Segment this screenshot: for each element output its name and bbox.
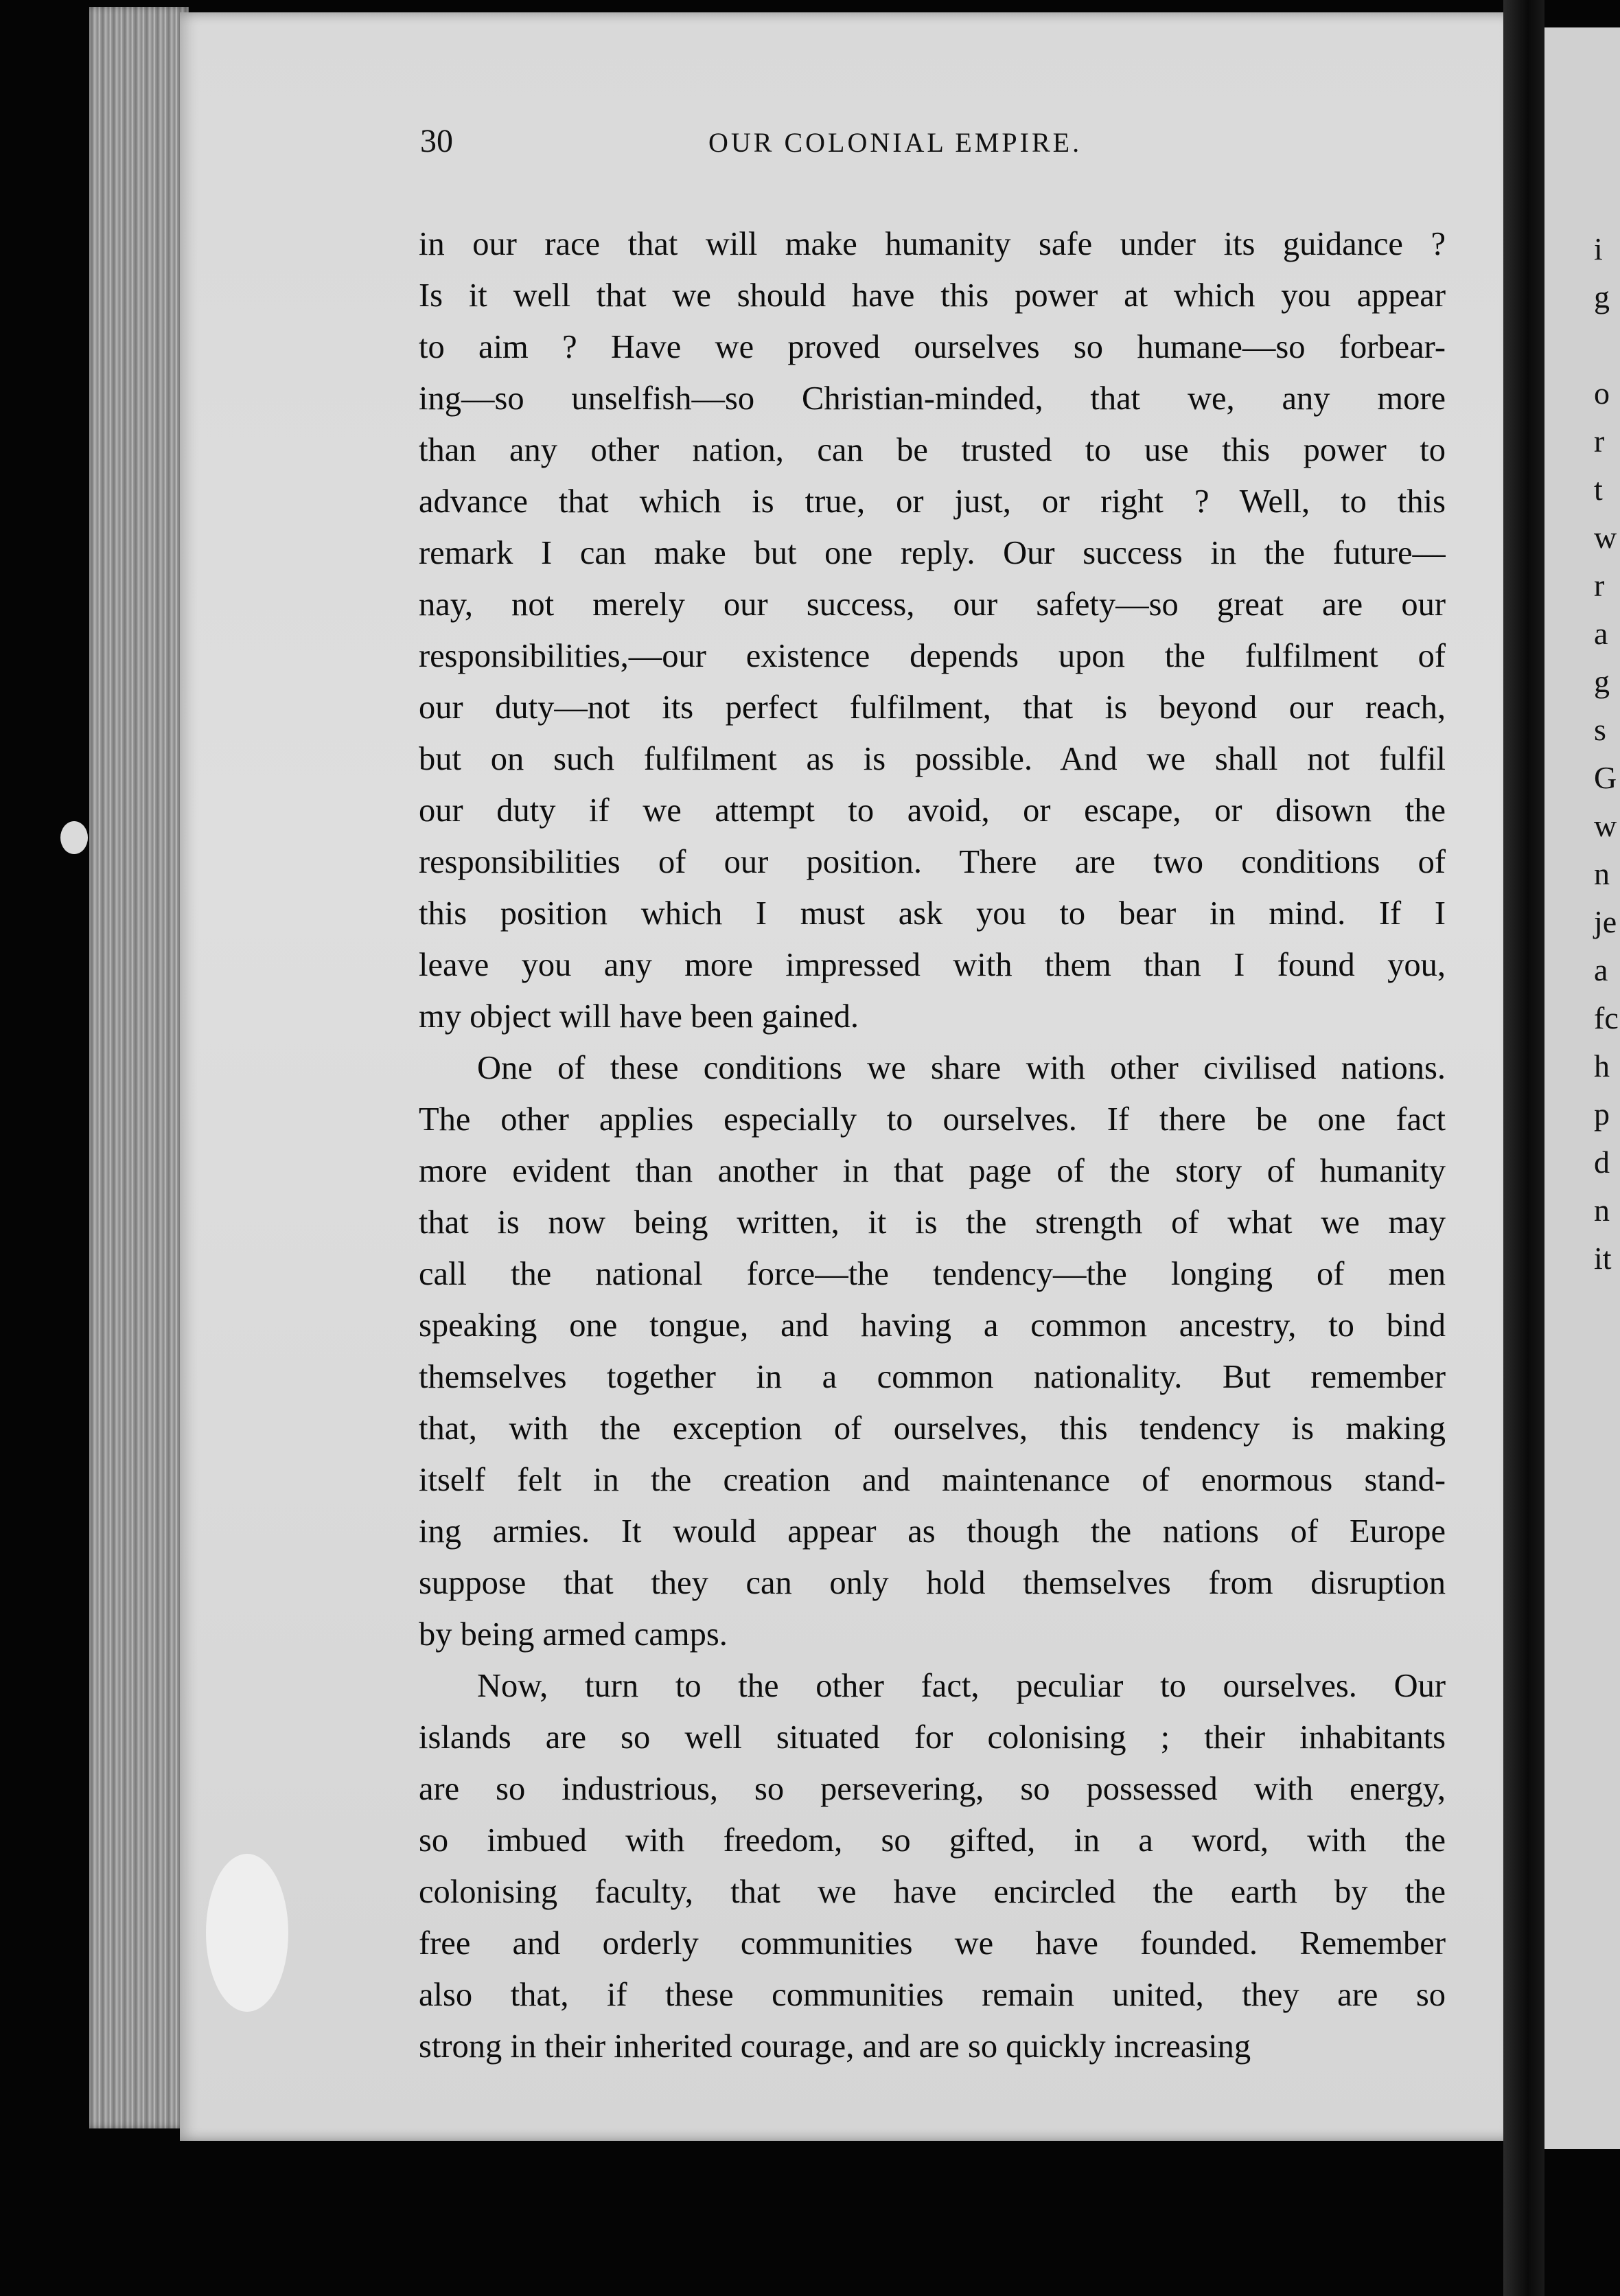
facing-page-fragment: r (1594, 424, 1605, 459)
text-line: than any other nation, can be trusted to use this power to (419, 432, 1446, 468)
text-line: remark I can make but one reply. Our success in the future— (419, 535, 1446, 571)
facing-page-fragment: a (1594, 952, 1608, 987)
facing-page-fragment: w (1594, 808, 1617, 843)
text-line: leave you any more impressed with them than I found you, (419, 947, 1446, 983)
text-line: also that, if these communities remain united, they are so (419, 1977, 1446, 2013)
text-line: this position which I must ask you to bear in mind. If I (419, 895, 1446, 932)
text-line: our duty—not its perfect fulfilment, that is beyond our reach, (419, 689, 1446, 726)
text-line: more evident than another in that page of the story of humanity (419, 1153, 1446, 1189)
facing-page-fragment: h (1594, 1048, 1610, 1083)
body-text (419, 218, 1446, 2072)
text-line: themselves together in a common nationality. But remember (419, 1359, 1446, 1395)
text-line: but on such fulfilment as is possible. And we shall not fulfil (419, 741, 1446, 777)
text-line: my object will have been gained. (419, 998, 859, 1035)
facing-page-fragment: g (1594, 664, 1610, 699)
paragraph (419, 218, 1446, 1042)
facing-page-fragment: d (1594, 1145, 1610, 1180)
text-line: colonising faculty, that we have encircled the earth by the (419, 1874, 1446, 1910)
text-line: to aim ? Have we proved ourselves so humane—so forbear- (419, 329, 1446, 365)
facing-page-fragment: r (1594, 568, 1605, 603)
text-line: ing armies. It would appear as though the nations of Europe (419, 1513, 1446, 1550)
paragraph (419, 1042, 1446, 1660)
running-head (420, 122, 1450, 163)
text-line: free and orderly communities we have founded. Remember (419, 1925, 1446, 1962)
text-line: islands are so well situated for colonising ; their inhabitants (419, 1719, 1446, 1756)
paragraph (419, 1660, 1446, 2072)
page-number: 30 (420, 123, 453, 159)
facing-page-fragment: w (1594, 520, 1617, 555)
text-line: responsibilities of our position. There are two conditions of (419, 844, 1446, 880)
text-line: responsibilities,—our existence depends upon the fulfilment of (419, 638, 1446, 674)
page-edges-stack (89, 7, 189, 2128)
text-line: call the national force—the tendency—the longing of men (419, 1256, 1446, 1292)
facing-page-sliver (1544, 27, 1620, 2149)
facing-page-fragment: o (1594, 376, 1610, 411)
facing-page-fragment: i (1594, 231, 1603, 266)
text-line: ing—so unselfish—so Christian-minded, that we, any more (419, 380, 1446, 417)
text-line: suppose that they can only hold themselves from disruption (419, 1565, 1446, 1601)
text-line: speaking one tongue, and having a common ancestry, to bind (419, 1307, 1446, 1344)
text-line: Is it well that we should have this power at which you appear (419, 277, 1446, 314)
book-gutter (1503, 0, 1544, 2296)
text-line: One of these conditions we share with other civilised nations. (477, 1050, 1446, 1086)
text-line: The other applies especially to ourselves. If there be one fact (419, 1101, 1446, 1138)
text-line: nay, not merely our success, our safety—so great are our (419, 586, 1446, 623)
facing-page-fragment: je (1594, 904, 1617, 939)
text-line: advance that which is true, or just, or right ? Well, to this (419, 483, 1446, 520)
facing-page-fragment: t (1594, 472, 1603, 507)
scan-blemish (206, 1854, 288, 2012)
text-line: itself felt in the creation and maintenance of enormous stand- (419, 1462, 1446, 1498)
facing-page-fragment: p (1594, 1097, 1610, 1132)
text-line: Now, turn to the other fact, peculiar to ourselves. Our (477, 1668, 1446, 1704)
text-line: that, with the exception of ourselves, this tendency is making (419, 1410, 1446, 1447)
facing-page-fragment: G (1594, 760, 1617, 795)
facing-page-fragment: it (1594, 1241, 1612, 1276)
text-line: by being armed camps. (419, 1616, 728, 1653)
text-line: so imbued with freedom, so gifted, in a word, with the (419, 1822, 1446, 1859)
facing-page-fragment: g (1594, 279, 1610, 314)
text-line: strong in their inherited courage, and are so quickly increasing (419, 2028, 1251, 2065)
facing-page-fragment: fc (1594, 1000, 1619, 1035)
facing-page-fragment: a (1594, 616, 1608, 651)
facing-page-fragment: s (1594, 712, 1606, 747)
text-line: are so industrious, so persevering, so possessed with energy, (419, 1771, 1446, 1807)
running-title: OUR COLONIAL EMPIRE. (708, 127, 1083, 158)
facing-page-fragment: n (1594, 1193, 1610, 1228)
scan-blemish (60, 821, 88, 854)
text-line: in our race that will make humanity safe under its guidance ? (419, 226, 1446, 262)
text-line: our duty if we attempt to avoid, or escape, or disown the (419, 792, 1446, 829)
facing-page-fragment: n (1594, 856, 1610, 891)
text-line: that is now being written, it is the strength of what we may (419, 1204, 1446, 1241)
